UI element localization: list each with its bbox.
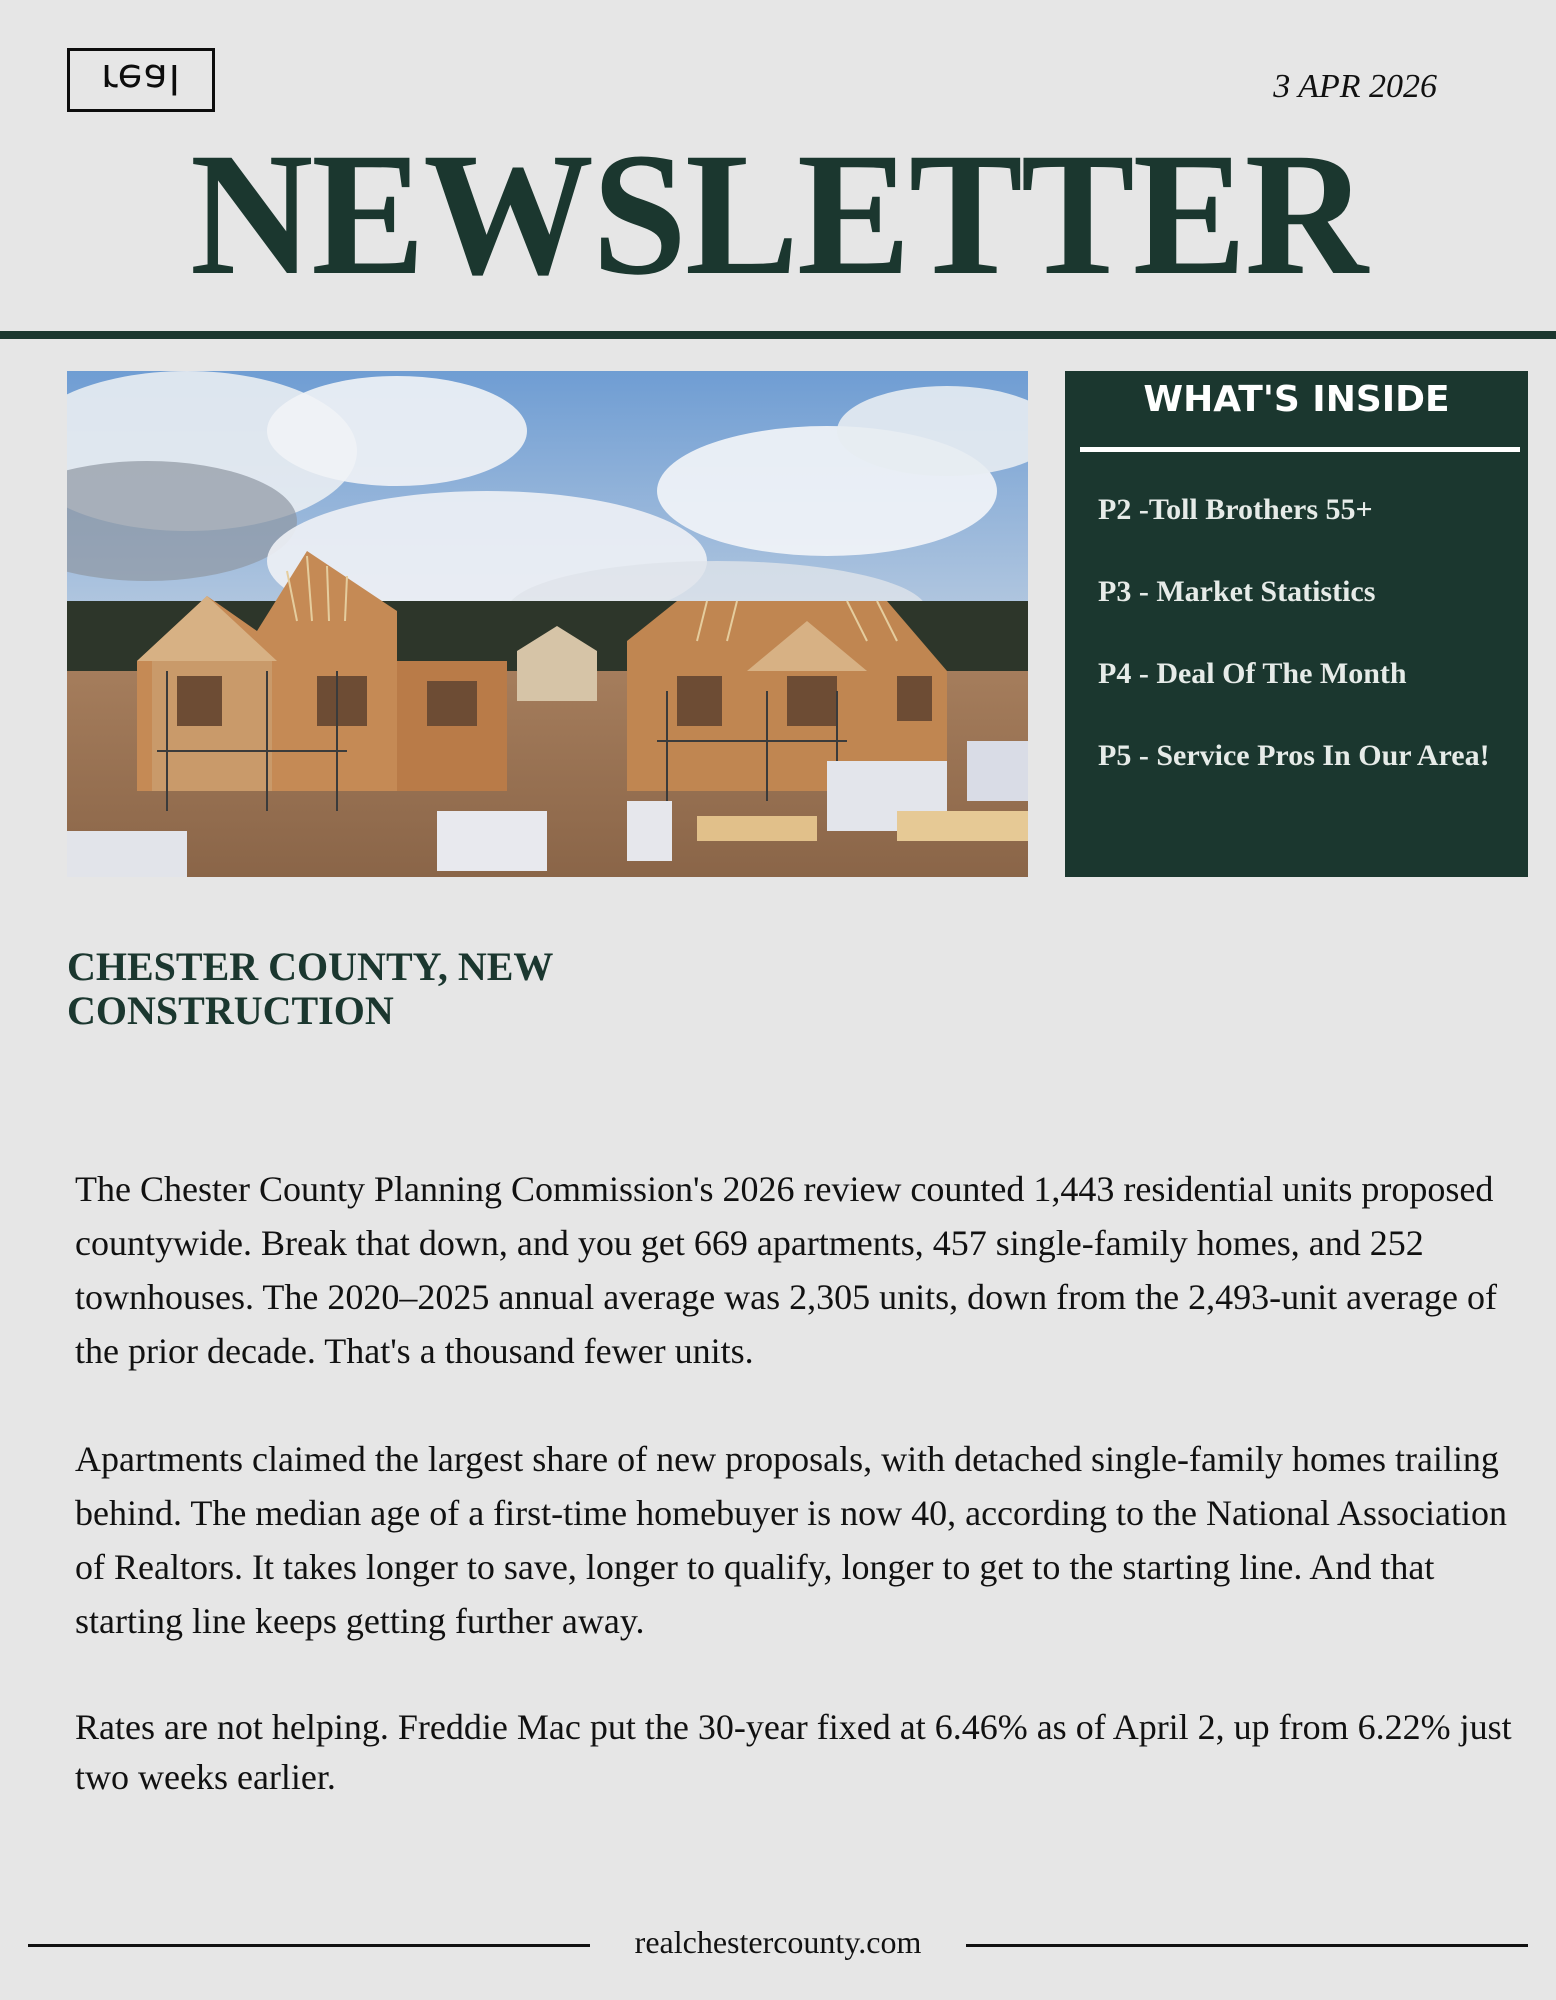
article-body (75, 1162, 1535, 1856)
logo-text: real (101, 55, 181, 101)
masthead-title: NEWSLETTER (189, 117, 1367, 312)
construction-photo-icon (67, 371, 1028, 877)
real-logo (67, 48, 215, 112)
footer-divider-right (966, 1944, 1528, 1947)
masthead-divider (0, 331, 1556, 339)
whats-inside-item-p5[interactable]: P5 - Service Pros In Our Area! (1098, 739, 1490, 772)
article-title: CHESTER COUNTY, NEW CONSTRUCTION (67, 944, 553, 1033)
footer-website-link[interactable]: realchestercounty.com (634, 1924, 922, 1960)
article-paragraph: Rates are not helping. Freddie Mac put the 30-year fixed at 6.46% as of April 2, up from 6.22% just two weeks earlier. (75, 1707, 1512, 1797)
hero-image-construction (67, 371, 1028, 877)
whats-inside-title: WHAT'S INSIDE (1143, 379, 1450, 420)
whats-inside-item-p4[interactable]: P4 - Deal Of The Month (1098, 657, 1407, 690)
whats-inside-panel (1065, 371, 1528, 877)
article-paragraph: Apartments claimed the largest share of new proposals, with detached single-family homes trailing behind. The median age of a first-time homebuyer is now 40, according to the National Association of Realtors. It takes longer to save, longer to qualify, longer to get to the starting line. And that starting line keeps getting further away. (75, 1439, 1507, 1641)
whats-inside-list (1098, 489, 1508, 817)
whats-inside-divider (1080, 447, 1520, 452)
whats-inside-item-p3[interactable]: P3 - Market Statistics (1098, 575, 1376, 608)
whats-inside-item-p2[interactable]: P2 -Toll Brothers 55+ (1098, 493, 1373, 526)
footer (0, 1920, 1556, 1970)
issue-date: 3 APR 2026 (1273, 68, 1437, 105)
article-paragraph: The Chester County Planning Commission's 2026 review counted 1,443 residential units proposed countywide. Break that down, and you get 669 apartments, 457 single-family homes, and 252 townhouses. The 2020–2025 annual average was 2,305 units, down from the 2,493-unit average of the prior decade. That's a thousand fewer units. (75, 1169, 1498, 1371)
